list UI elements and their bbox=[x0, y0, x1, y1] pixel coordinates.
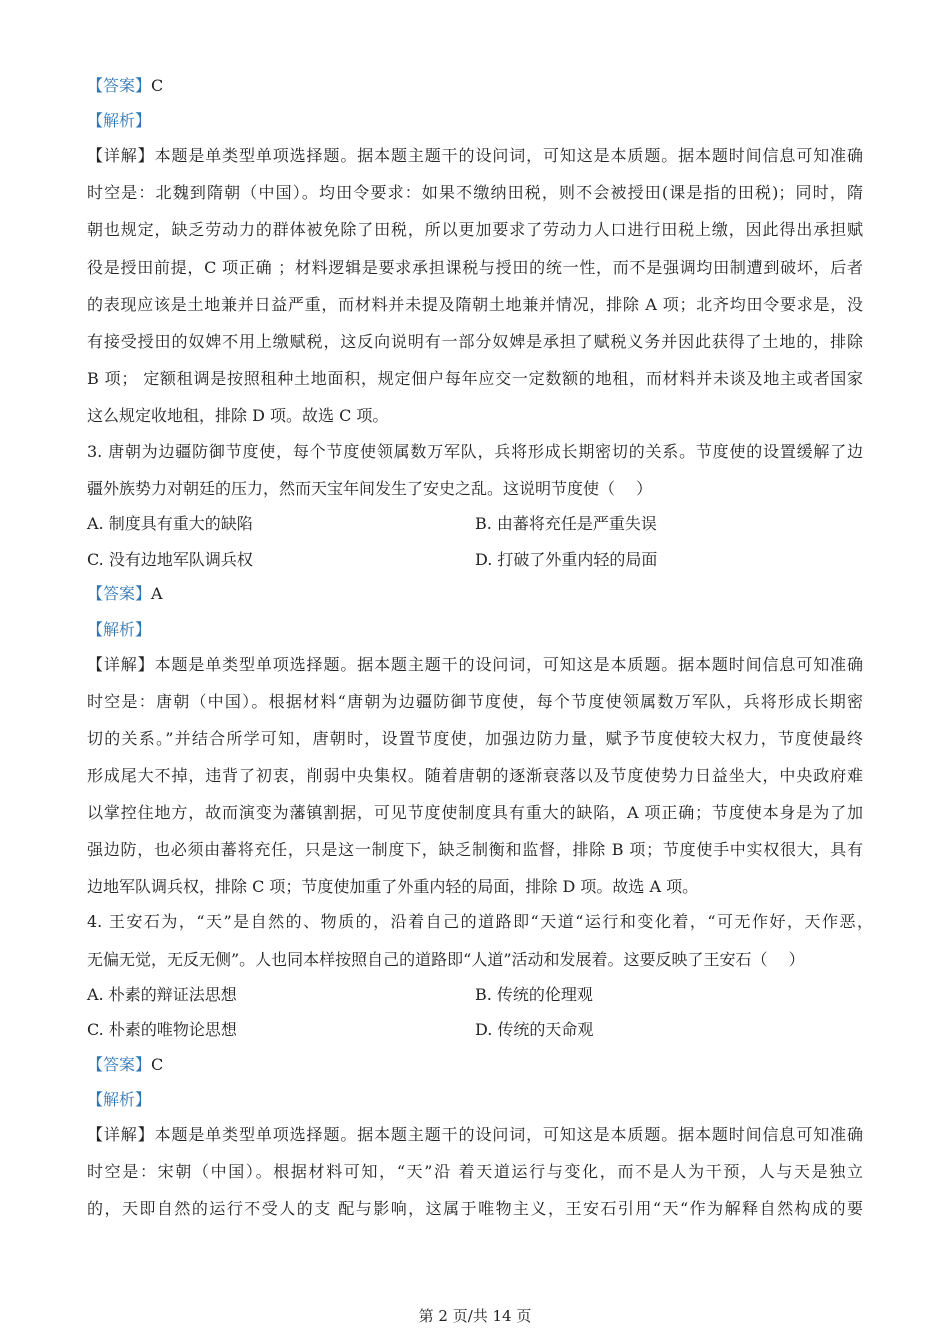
q4-detail-line: 的，天即自然的运行不受人的支 配与影响，这属于唯物主义，王安石引用“天“作为解释自然构成的要 bbox=[87, 1199, 863, 1218]
detail-text: 本题是单类型单项选择题。据本题主题干的设问词，可知这是本质题。据本题时间信息可知准确 bbox=[154, 146, 863, 165]
q4-detail-line bbox=[87, 1125, 863, 1145]
q2-answer bbox=[87, 76, 863, 96]
q3-option-c: C. 没有边地军队调兵权 bbox=[87, 550, 253, 569]
detail-label: 【详解】 bbox=[87, 146, 155, 165]
q3-detail-line: 强边防，也必须由蕃将充任，只是这一制度下，缺乏制衡和监督，排除 B 项；节度使手中实权很大，具有 bbox=[87, 840, 863, 859]
q2-detail-line: 的表现应该是土地兼并日益严重，而材料并未提及隋朝土地兼并情况，排除 A 项；北齐均田令要求是，没 bbox=[87, 295, 863, 314]
q4-answer bbox=[87, 1055, 863, 1075]
detail-text: 本题是单类型单项选择题。据本题主题干的设问词，可知这是本质题。据本题时间信息可知准确 bbox=[154, 655, 863, 674]
q4-analysis-label: 【解析】 bbox=[87, 1090, 152, 1109]
detail-text: 本题是单类型单项选择题。据本题主题干的设问词，可知这是本质题。据本题时间信息可知准确 bbox=[154, 1125, 863, 1144]
q4-stem-line: 无偏无觉，无反无侧”。人也同本样按照自己的道路即“人道”活动和发展着。这要反映了王安石（ ） bbox=[87, 950, 805, 969]
answer-label: 【答案】 bbox=[87, 584, 152, 603]
answer-label: 【答案】 bbox=[87, 1055, 152, 1074]
detail-label: 【详解】 bbox=[87, 1125, 155, 1144]
q4-option-a: A. 朴素的辩证法思想 bbox=[87, 985, 237, 1004]
q3-detail-line: 切的关系。”并结合所学可知，唐朝时，设置节度使，加强边防力量，赋予节度使较大权力，节度使最终 bbox=[87, 729, 863, 748]
q4-option-d: D. 传统的天命观 bbox=[475, 1020, 594, 1039]
q2-detail-line: B 项； 定额租调是按照租种土地面积，规定佃户每年应交一定数额的地租，而材料并未谈及地主或者国家 bbox=[87, 369, 863, 388]
q2-detail-line: 这么规定收地租，排除 D 项。故选 C 项。 bbox=[87, 406, 389, 425]
q2-analysis-label: 【解析】 bbox=[87, 111, 152, 130]
q4-detail-line: 时空是：宋朝（中国）。根据材料可知，“天”沿 着天道运行与变化，而不是人为干预，人与天是独立 bbox=[87, 1162, 863, 1181]
answer-label: 【答案】 bbox=[87, 76, 152, 95]
detail-label: 【详解】 bbox=[87, 655, 155, 674]
q3-answer bbox=[87, 584, 863, 604]
q3-detail-line bbox=[87, 655, 863, 675]
q3-detail-line: 边地军队调兵权，排除 C 项；节度使加重了外重内轻的局面，排除 D 项。故选 A 项。 bbox=[87, 877, 699, 896]
answer-value: C bbox=[151, 1055, 164, 1074]
q4-option-b: B. 传统的伦理观 bbox=[475, 985, 593, 1004]
q3-detail-line: 以掌控住地方，故而演变为藩镇割据，可见节度使制度具有重大的缺陷，A 项正确；节度使本身是为了加 bbox=[87, 803, 863, 822]
q2-detail-line: 有接受授田的奴婢不用上缴赋税，这反向说明有一部分奴婢是承担了赋税义务并因此获得了土地的，排除 bbox=[87, 332, 863, 351]
page-number: 第 2 页/共 14 页 bbox=[418, 1307, 532, 1325]
q3-stem-line: 疆外族势力对朝廷的压力，然而天宝年间发生了安史之乱。这说明节度使（ ） bbox=[87, 479, 653, 498]
q3-stem-line: 3. 唐朝为边疆防御节度使，每个节度使领属数万军队，兵将形成长期密切的关系。节度使的设置缓解了边 bbox=[87, 442, 863, 461]
q4-option-c: C. 朴素的唯物论思想 bbox=[87, 1020, 237, 1039]
answer-value: A bbox=[151, 584, 163, 603]
q2-detail-line: 时空是：北魏到隋朝（中国）。均田令要求：如果不缴纳田税，则不会被授田(课是指的田税)；同时，隋 bbox=[87, 183, 863, 202]
answer-value: C bbox=[151, 76, 164, 95]
q2-detail-line: 朝也规定，缺乏劳动力的群体被免除了田税，所以更加要求了劳动力人口进行田税上缴，因此得出承担赋 bbox=[87, 220, 863, 239]
q4-stem-line: 4. 王安石为，“天”是自然的、物质的，沿着自己的道路即“天道“运行和变化着，“可无作好，天作恶， bbox=[87, 912, 873, 931]
q3-detail-line: 时空是：唐朝（中国）。根据材料“唐朝为边疆防御节度使，每个节度使领属数万军队，兵将形成长期密 bbox=[87, 692, 863, 711]
q2-detail-line bbox=[87, 146, 863, 166]
q3-detail-line: 形成尾大不掉，违背了初衷，削弱中央集权。随着唐朝的逐渐衰落以及节度使势力日益坐大，中央政府难 bbox=[87, 766, 863, 785]
q3-analysis-label: 【解析】 bbox=[87, 620, 152, 639]
q3-option-a: A. 制度具有重大的缺陷 bbox=[87, 514, 253, 533]
q3-option-b: B. 由蕃将充任是严重失误 bbox=[475, 514, 657, 533]
q2-detail-line: 役是授田前提，C 项正确 ；材料逻辑是要求承担课税与授田的统一性，而不是强调均田制遭到破坏，后者 bbox=[87, 258, 863, 277]
q3-option-d: D. 打破了外重内轻的局面 bbox=[475, 550, 658, 569]
